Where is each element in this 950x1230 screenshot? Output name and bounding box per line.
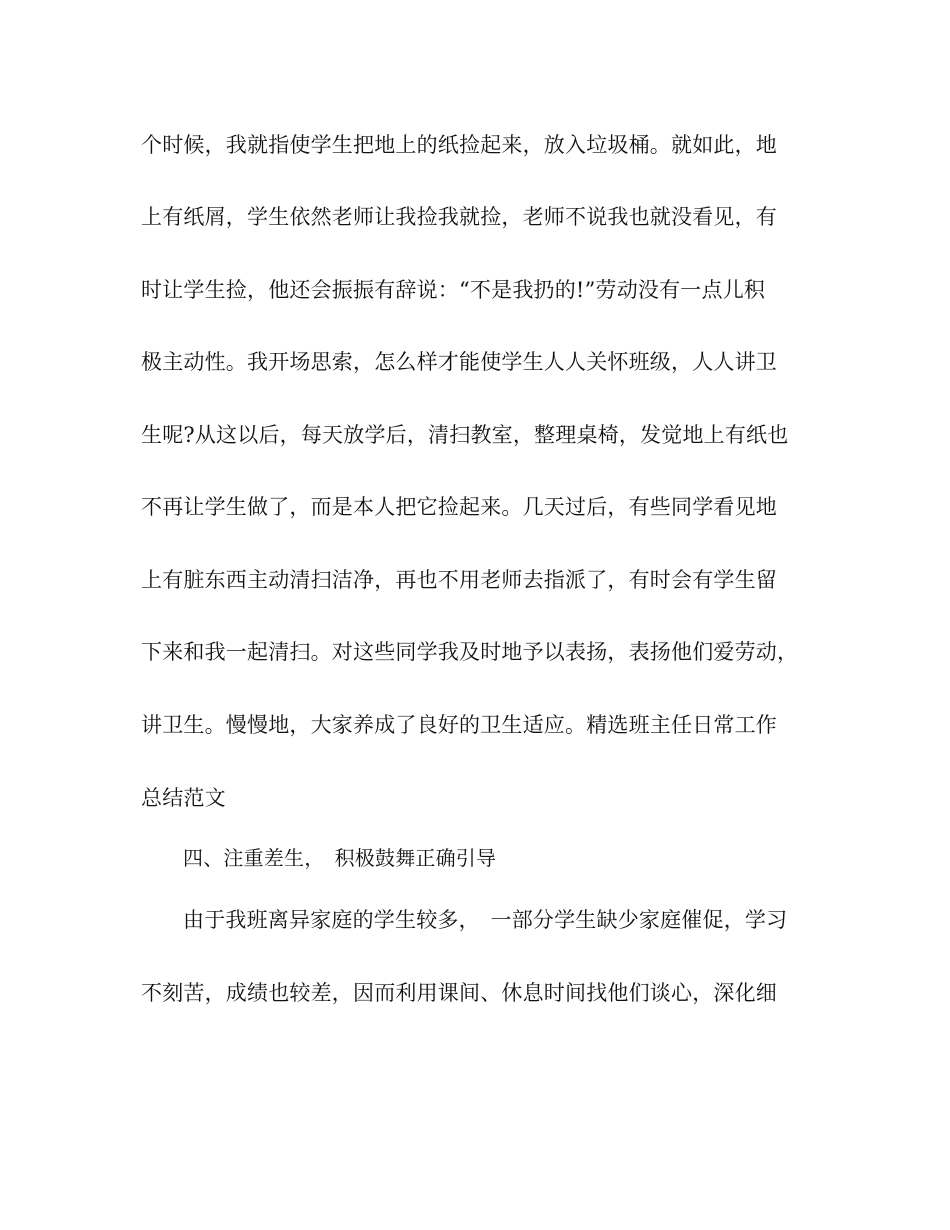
paragraph-line: 不刻苦，成绩也较差，因而利用课间、休息时间找他们谈心，深化细 <box>141 981 777 1005</box>
text-line: 个时候，我就指使学生把地上的纸捡起来，放入垃圾桶。就如此，地 <box>141 133 777 157</box>
section-heading: 四、注重差生， 积极鼓舞正确引导 <box>183 846 497 870</box>
text-line: 极主动性。我开场思索，怎么样才能使学生人人关怀班级，人人讲卫 <box>141 350 777 374</box>
paragraph-line: 由于我班离异家庭的学生较多， 一部分学生缺少家庭催促，学习 <box>183 908 788 932</box>
text-line: 总结范文 <box>141 786 226 810</box>
text-line: 讲卫生。慢慢地，大家养成了良好的卫生适应。精选班主任日常工作 <box>141 713 777 737</box>
text-line: 不再让学生做了，而是本人把它捡起来。几天过后，有些同学看见地 <box>141 495 777 519</box>
text-line: 上有纸屑，学生依然老师让我捡我就捡，老师不说我也就没看见，有 <box>141 205 777 229</box>
text-line: 生呢?从这以后，每天放学后，清扫教室，整理桌椅，发觉地上有纸也 <box>141 423 789 447</box>
text-line: 下来和我一起清扫。对这些同学我及时地予以表扬，表扬他们爱劳动， <box>141 640 799 664</box>
text-line: 时让学生捡，他还会振振有辞说：“不是我扔的!”劳动没有一点儿积 <box>141 278 766 302</box>
text-line: 上有脏东西主动清扫洁净，再也不用老师去指派了，有时会有学生留 <box>141 568 777 592</box>
